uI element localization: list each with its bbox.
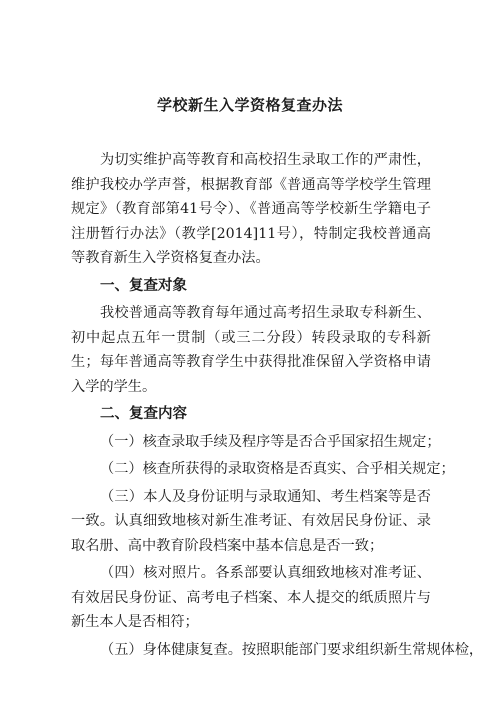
document-title: 学校新生入学资格复查办法 (156, 96, 343, 114)
content-item-4: （四）核对照片。各系部要认真细致地核对准考证、有效居民身份证、高考电子档案、本人提交的纸质照片与新生本人是否相符； (71, 565, 431, 630)
section-heading-targets: 一、复查对象 (100, 277, 187, 294)
content-item-1: （一）核查录取手续及程序等是否合乎国家招生规定； (100, 433, 441, 450)
content-item-3: （三）本人及身份证明与录取通知、考生档案等是否一致。认真细致地核对新生准考证、有效居民身份证、录取名册、高中教育阶段档案中基本信息是否一致； (71, 488, 431, 554)
content-item-2: （二）核查所获得的录取资格是否真实、合乎相关规定； (100, 461, 455, 477)
document-body (71, 148, 484, 662)
section-body-targets: 我校普通高等教育每年通过高考招生录取专科新生、初中起点五年一贯制（或三二分段）转段录取的专科新生；每年普通高等教育学生中获得批准保留入学资格申请入学的学生。 (71, 305, 431, 395)
content-item-5: （五）身体健康复查。按照职能部门要求组织新生常规体检， (100, 641, 484, 658)
intro-paragraph: 为切实维护高等教育和高校招生录取工作的严肃性，维护我校办学声誉，根据教育部《普通高等学校学生管理规定》（教育部第41号令）、《普通高等学校新生学籍电子注册暂行办法》（教学[2014]11号），特制定我校普通高等教育新生入学资格复查办法。 (71, 152, 431, 266)
section-heading-contents: 二、复查内容 (100, 406, 187, 422)
